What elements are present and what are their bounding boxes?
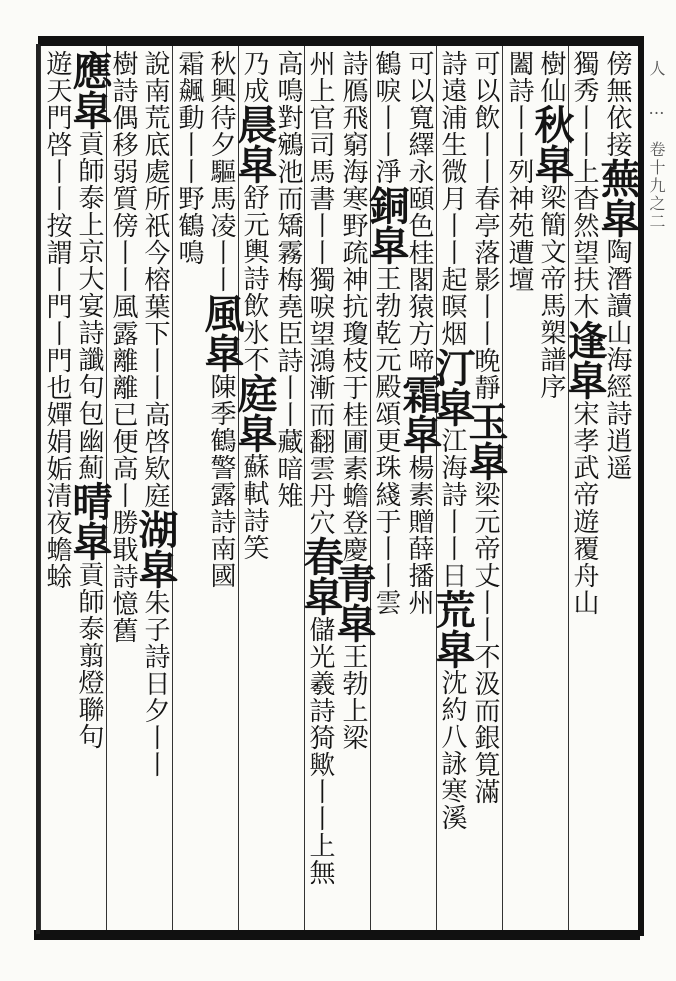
entry-text: 朱子詩日夕丨丨	[140, 589, 170, 778]
entry-headword: 蕪皐	[594, 158, 641, 238]
entry-headword: 霜皐	[396, 374, 443, 454]
top-border	[38, 36, 644, 46]
entry-text: 江海詩丨丨日	[437, 427, 467, 589]
entry-text: 嬋娟姤清夜蟾蜍	[42, 401, 72, 590]
entry-headword: 春皐	[297, 536, 344, 616]
entry-headword: 逢皐	[561, 320, 608, 400]
entry-text: 可以飲丨丨	[470, 50, 500, 185]
entry-text: 樹詩偶移弱質傍丨丨風露離離已便高	[108, 50, 138, 482]
text-column	[40, 50, 73, 928]
entry-headword: 庭皐	[231, 373, 278, 453]
entry-text: 沈約八詠寒溪	[437, 669, 467, 831]
entry-text: 樹仙	[536, 50, 566, 104]
text-column	[297, 50, 344, 928]
text-column	[462, 50, 509, 928]
entry-text: 貢師泰上京大宴詩讖句包幽薊	[74, 130, 104, 481]
entry-text: 天門啓丨丨按謂丨門丨門也	[42, 77, 72, 401]
entry-text: 野疏神抗瓊枝于桂圃素蟾登慶	[338, 212, 368, 563]
entry-text: 詩鴈飛窮海寒	[338, 50, 368, 212]
text-column	[198, 50, 245, 928]
entry-text: 春亭落影丨丨晚靜	[470, 185, 500, 401]
entry-text: 儲光羲詩猗歟丨丨上無	[305, 616, 335, 886]
text-column	[502, 50, 535, 928]
entry-text: 王勃上梁	[338, 643, 368, 751]
text-column	[429, 50, 476, 928]
entry-text: 說南荒底處所祇今榕葉下丨丨高啓欵庭	[140, 50, 170, 509]
entry-text: 詩遠浦生微月丨丨起暝烟	[437, 50, 467, 347]
bottom-border	[34, 930, 640, 940]
text-column	[231, 50, 278, 928]
entry-text: 高鳴對鵷池而矯霧梅堯臣詩丨丨藏暗雉	[273, 50, 303, 509]
entry-headword: 晴皐	[66, 481, 113, 561]
entry-headword: 應皐	[66, 50, 113, 130]
entry-text: 傍無依接	[602, 50, 632, 158]
entry-text: 陳季鶴警露詩南國	[206, 373, 236, 589]
text-column	[396, 50, 443, 928]
entry-text: 楊素贈薛播州	[404, 454, 434, 616]
entry-text: 州上官司馬書丨丨獨唳望鴻漸而翻雲丹穴	[305, 50, 335, 536]
text-column	[330, 50, 377, 928]
entry-text: 秋興	[206, 50, 236, 104]
entry-text: 乃成	[239, 50, 269, 104]
entry-text: 霜飆動丨丨野鶴鳴	[174, 50, 204, 266]
entry-text: 鶴唳丨丨淨	[371, 50, 401, 185]
entry-text: 詩丨丨列神苑遭壇	[504, 77, 534, 293]
entry-text: 梁元帝丈丨丨不汲而銀筧滿	[470, 481, 500, 805]
margin-edge-text: 人 … 卷十九之二	[647, 60, 666, 231]
entry-text: 丨勝戢詩憶舊	[108, 482, 138, 644]
entry-text: 舒元輿詩飲氷不	[239, 184, 269, 373]
entry-text: 蘇軾詩笑	[239, 453, 269, 561]
entry-headword: 銅皐	[363, 185, 410, 265]
entry-text: 色桂閣猿方啼	[404, 212, 434, 374]
entry-headword: 湖皐	[132, 509, 179, 589]
entry-text: 獨秀丨丨上杳然望扶木	[569, 50, 599, 320]
entry-text: 闔	[504, 50, 534, 77]
text-column	[363, 50, 410, 928]
text-column	[132, 50, 179, 928]
entry-text: 貢師泰翦燈聯句	[74, 561, 104, 750]
entry-headword: 秋皐	[528, 104, 575, 184]
entry-text: 待夕驅馬凌丨丨	[206, 104, 236, 293]
entry-text: 可以寬繹永頤	[404, 50, 434, 212]
entry-text: 梁簡文帝馬槊譜序	[536, 184, 566, 400]
entry-text: 王勃乾元殿頌更珠綫于丨丨雲	[371, 265, 401, 616]
entry-headword: 青皐	[330, 563, 377, 643]
text-column	[66, 50, 113, 928]
text-column	[594, 50, 641, 928]
entry-text: 遊	[42, 50, 72, 77]
entry-headword: 玉皐	[462, 401, 509, 481]
entry-headword: 汀皐	[429, 347, 476, 427]
entry-headword: 荒皐	[429, 589, 476, 669]
entry-headword: 晨皐	[231, 104, 278, 184]
entry-headword: 風皐	[198, 293, 245, 373]
text-column	[172, 50, 205, 928]
entry-text: 陶潛讀山海經詩逍遥	[602, 238, 632, 481]
entry-text: 宋孝武帝遊覆舟山	[569, 400, 599, 616]
text-column	[528, 50, 575, 928]
